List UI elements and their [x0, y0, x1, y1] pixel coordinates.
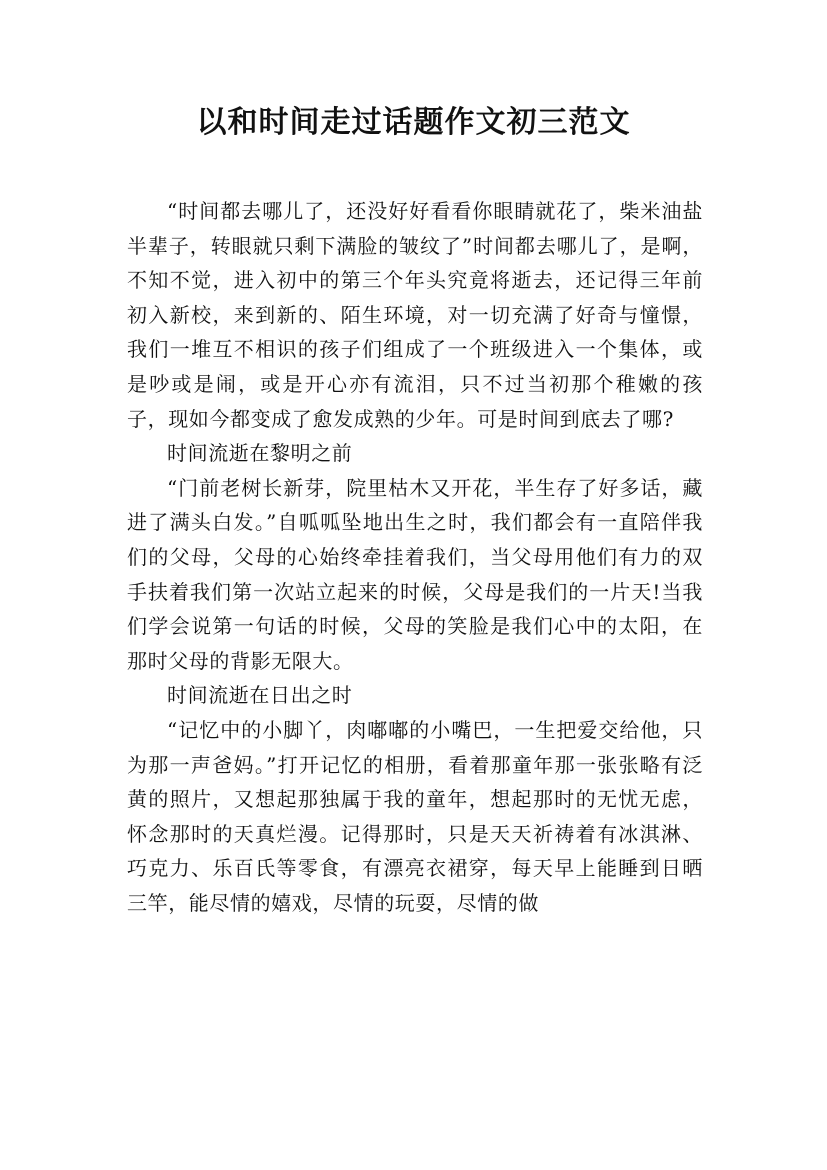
- paragraph-childhood: “记忆中的小脚丫，肉嘟嘟的小嘴巴，一生把爱交给他，只为那一声爸妈。”打开记忆的相册，看着那童年那一张张略有泛黄的照片，又想起那独属于我的童年，想起那时的无忧无虑，怀念那时的天真烂漫。记得那时，只是天天祈祷着有冰淇淋、巧克力、乐百氏等零食，有漂亮衣裙穿，每天早上能睡到日晒三竿，能尽情的嬉戏，尽情的玩耍，尽情的做: [127, 717, 703, 915]
- document-title: 以和时间走过话题作文初三范文: [196, 105, 631, 140]
- section-heading-sunrise: 时间流逝在日出之时: [167, 683, 353, 708]
- document-body: [127, 194, 703, 920]
- paragraph-parents: “门前老树长新芽，院里枯木又开花，半生存了好多话，藏进了满头白发。”自呱呱坠地出生之时，我们都会有一直陪伴我们的父母，父母的心始终牵挂着我们，当父母用他们有力的双手扶着我们第一次站立起来的时候，父母是我们的一片天!当我们学会说第一句话的时候，父母的笑脸是我们心中的太阳，在那时父母的背影无限大。: [127, 475, 703, 673]
- section-heading-dawn: 时间流逝在黎明之前: [167, 441, 353, 466]
- paragraph-intro: “时间都去哪儿了，还没好好看看你眼睛就花了，柴米油盐半辈子，转眼就只剩下满脸的皱纹了”时间都去哪儿了，是啊，不知不觉，进入初中的第三个年头究竟将逝去，还记得三年前初入新校，来到新的、陌生环境，对一切充满了好奇与憧憬，我们一堆互不相识的孩子们组成了一个班级进入一个集体，或是吵或是闹，或是开心亦有流泪，只不过当初那个稚嫩的孩子，现如今都变成了愈发成熟的少年。可是时间到底去了哪?: [127, 199, 703, 431]
